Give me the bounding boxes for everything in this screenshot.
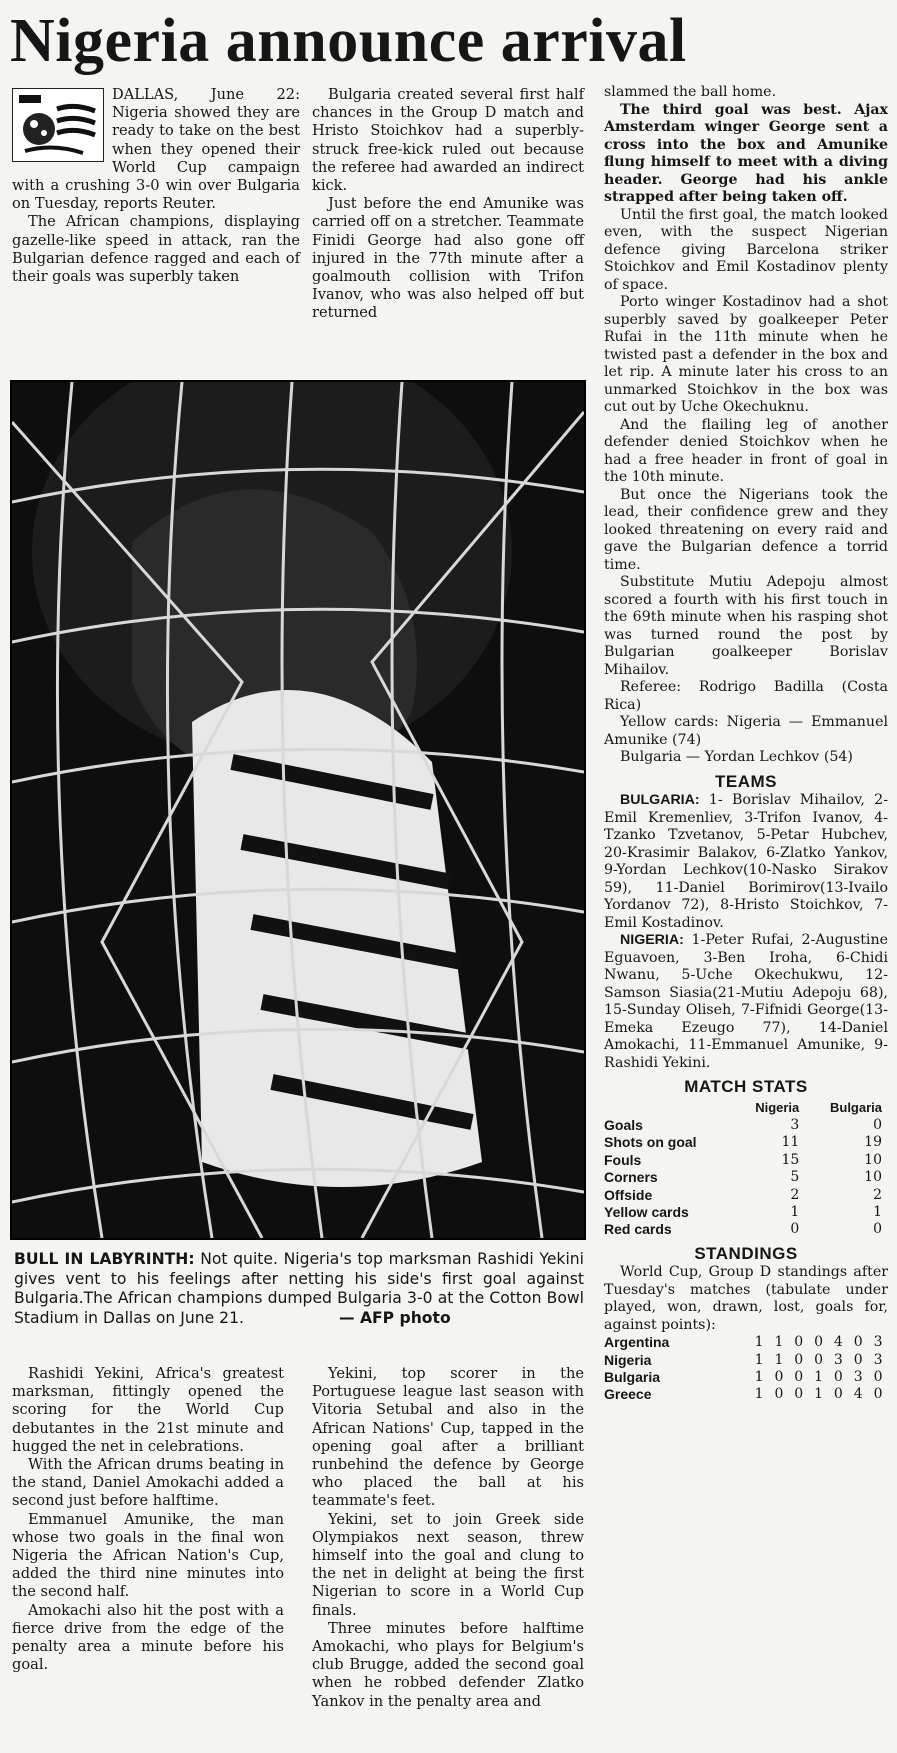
standings-value: 1 [814, 1369, 823, 1386]
standings-team: Argentina [604, 1334, 670, 1351]
standings-value: 1 [754, 1334, 764, 1351]
caption-text: Not quite. Nigeria's top marksman Rashidi Yekini gives vent to his feelings after netting his side's first goal against Bulgaria.The African champions dumped Bulgaria 3-0 at the Cotton Bowl Stadium in Dallas on June 21. [14, 1250, 585, 1327]
stats-row [604, 1204, 888, 1221]
standings-row [604, 1334, 888, 1351]
paragraph: The African champions, displaying gazelle-like speed in attack, ran the Bulgarian defence ragged and each of their goals was superbly taken [12, 213, 300, 286]
standings-value: 0 [853, 1351, 863, 1368]
caption-lead: BULL IN LABYRINTH: [14, 1250, 195, 1268]
stats-col-nigeria: Nigeria [755, 1099, 800, 1115]
stats-label: Red cards [604, 1221, 672, 1238]
headline: Nigeria announce arrival [10, 7, 687, 75]
paragraph: Just before the end Amunike was carried off on a stretcher. Teammate Finidi George had also gone off injured in the 77th minute after a goalmouth collision with Trifon Ivanov, who was also helped off but returned [312, 195, 584, 322]
paragraph: And the flailing leg of another defender denied Stoichkov when he had a free header in front of goal in the 10th minute. [604, 416, 888, 485]
stats-row [604, 1221, 888, 1238]
stats-label: Yellow cards [604, 1203, 689, 1220]
stats-label: Shots on goal [604, 1134, 697, 1151]
standings-team: Greece [604, 1386, 652, 1403]
standings-row [604, 1386, 888, 1403]
article-column-3 [604, 84, 888, 1404]
stats-value-nigeria: 11 [781, 1134, 800, 1151]
paragraph: Three minutes before halftime Amokachi, who plays for Belgium's club Brugge, added the second goal when he robbed defender Zlatko Yankov in the penalty area and [312, 1619, 584, 1710]
standings-value: 0 [833, 1386, 843, 1403]
standings-value: 3 [873, 1334, 883, 1351]
stats-value-nigeria: 5 [790, 1169, 800, 1186]
stats-row [604, 1152, 888, 1169]
standings-value: 0 [814, 1351, 823, 1368]
stats-label: Goals [604, 1116, 643, 1133]
match-stats-heading: MATCH STATS [684, 1077, 808, 1096]
goal-net-photo [10, 380, 586, 1240]
stats-label: Offside [604, 1186, 653, 1203]
stats-value-bulgaria: 2 [873, 1186, 882, 1203]
stats-value-nigeria: 15 [781, 1151, 800, 1168]
paragraph: The third goal was best. Ajax Amsterdam winger George sent a cross into the box and Amunike flung himself to meet with a diving header. George had his ankle strapped after being taken off. [604, 101, 888, 205]
standings-value: 3 [853, 1369, 863, 1386]
standings-value: 0 [833, 1369, 843, 1386]
standings-table [604, 1334, 888, 1404]
standings-value: 1 [814, 1386, 823, 1403]
teams-heading: TEAMS [715, 771, 777, 791]
paragraph: Yellow cards: Nigeria — Emmanuel Amunike (74) [604, 714, 888, 748]
paragraph: With the African drums beating in the stand, Daniel Amokachi added a second just before halftime. [12, 1456, 284, 1510]
stats-value-nigeria: 1 [790, 1203, 800, 1220]
match-stats-table [604, 1098, 888, 1239]
paragraph: Substitute Mutiu Adepoju almost scored a fourth with his first touch in the 69th minute when his rasping shot was turned round the post by Bulgarian goalkeeper Borislav Mihailov. [604, 574, 888, 678]
article-column-1b [12, 1365, 284, 1674]
paragraph: Referee: Rodrigo Badilla (Costa Rica) [604, 679, 888, 713]
stats-value-bulgaria: 10 [864, 1151, 882, 1168]
standings-value: 0 [774, 1386, 784, 1403]
paragraph: But once the Nigerians took the lead, their confidence grew and they looked threatening on every raid and gave the Bulgarian defence a torrid time. [604, 486, 888, 573]
article-column-2b [312, 1365, 584, 1711]
paragraph: Emmanuel Amunike, the man whose two goals in the final won Nigeria the African Nation's Cup, added the third nine minutes into the second half. [12, 1510, 284, 1601]
standings-value: 0 [794, 1334, 804, 1351]
paragraph: Until the first goal, the match looked even, with the suspect Nigerian defence giving Barcelona striker Stoichkov and Emil Kostadinov plenty of space. [604, 206, 888, 293]
standings-team: Nigeria [604, 1351, 652, 1368]
stats-value-bulgaria: 0 [873, 1116, 882, 1133]
stats-row [604, 1134, 888, 1151]
standings-value: 4 [853, 1386, 863, 1403]
stats-value-nigeria: 0 [790, 1221, 800, 1238]
standings-heading: STANDINGS [694, 1243, 798, 1263]
paragraph: slammed the ball home. [604, 84, 777, 100]
paragraph: Bulgaria created several first half chances in the Group D match and Hristo Stoichkov had a superbly-struck free-kick ruled out because the referee had awarded an indirect kick. [312, 86, 584, 195]
standings-value: 3 [873, 1351, 883, 1368]
standings-value: 0 [794, 1351, 804, 1368]
standings-value: 1 [774, 1351, 784, 1368]
standings-team: Bulgaria [604, 1369, 661, 1386]
stats-row [604, 1117, 888, 1134]
standings-value: 1 [754, 1386, 764, 1403]
paragraph: Yekini, top scorer in the Portuguese league last season with Vitoria Setubal and also in the African Nations' Cup, tapped in the opening goal after a brilliant runbehind the defence by George who placed the ball at his teammate's feet. [312, 1365, 584, 1510]
standings-value: 0 [873, 1369, 883, 1386]
standings-value: 0 [794, 1369, 804, 1386]
standings-row [604, 1369, 888, 1386]
standings-value: 0 [873, 1386, 883, 1403]
stats-col-bulgaria: Bulgaria [829, 1099, 882, 1115]
teams-bulgaria: BULGARIA: 1- Borislav Mihailov, 2-Emil Kremenliev, 3-Trifon Ivanov, 4-Tzanko Tzvetanov, 5-Petar Hubchev, 20-Krasimir Balakov, 6-Zlatko Yankov, 9-Yordan Lechkov(10-Nasko Sirakov 59), 11-Daniel Borimirov(13-Ivailo Yordanov 72), 8-Hristo Stoichkov, 7-Emil Kostadinov. [604, 792, 888, 931]
world-cup-94-logo-icon [12, 88, 104, 162]
stats-row [604, 1187, 888, 1204]
paragraph: Amokachi also hit the post with a fierce drive from the edge of the penalty area a minute before his goal. [12, 1601, 284, 1674]
standings-value: 3 [833, 1351, 843, 1368]
stats-value-bulgaria: 1 [873, 1203, 882, 1220]
standings-intro: World Cup, Group D standings after Tuesday's matches (tabulate under played, won, drawn, lost, goals for, against points): [604, 1264, 888, 1333]
standings-row [604, 1352, 888, 1369]
standings-value: 0 [814, 1334, 823, 1351]
teams-nigeria: NIGERIA: 1-Peter Rufai, 2-Augustine Eguavoen, 3-Ben Iroha, 6-Chidi Nwanu, 5-Uche Okechukwu, 12-Samson Siasia(21-Mutiu Adepoju 68), 15-Sunday Oliseh, 7-Fifnidi George(13-Emeka Ezeugo 77), 14-Daniel Amokachi, 11-Emmanuel Amunike, 9-Rashidi Yekini. [604, 932, 888, 1071]
standings-value: 0 [774, 1369, 784, 1386]
standings-value: 0 [853, 1334, 863, 1351]
article-column-1 [12, 86, 300, 286]
photo-credit: — AFP photo [338, 1308, 451, 1327]
paragraph: Porto winger Kostadinov had a shot superbly saved by goalkeeper Peter Rufai in the 11th minute when he twisted past a defender in the box and let rip. A minute later his cross to an unmarked Stoichkov in the box was cut out by Uche Okechuknu. [604, 294, 888, 415]
paragraph: Rashidi Yekini, Africa's greatest marksman, fittingly opened the scoring for the World Cup debutantes in the 21st minute and hugged the net in celebrations. [12, 1365, 284, 1455]
paragraph: Yekini, set to join Greek side Olympiakos next season, threw himself into the goal and clung to the net in delight at being the first Nigerian to score in a World Cup finals. [312, 1510, 584, 1619]
article-column-2 [312, 86, 584, 323]
stats-row [604, 1169, 888, 1186]
standings-value: 1 [754, 1351, 764, 1368]
stats-label: Corners [604, 1169, 658, 1186]
stats-value-nigeria: 3 [790, 1116, 800, 1133]
paragraph: DALLAS, June 22: Nigeria showed they are ready to take on the best when they opened their World Cup campaign with a crushing 3-0 win over Bulgaria on Tuesday, reports Reuter. [12, 86, 300, 213]
standings-value: 1 [774, 1334, 784, 1351]
standings-value: 1 [754, 1369, 764, 1386]
stats-value-bulgaria: 0 [873, 1221, 882, 1238]
stats-value-nigeria: 2 [790, 1186, 800, 1203]
stats-value-bulgaria: 19 [864, 1134, 882, 1151]
paragraph: Bulgaria — Yordan Lechkov (54) [620, 749, 853, 765]
stats-value-bulgaria: 10 [864, 1169, 882, 1186]
photo-caption [14, 1250, 584, 1328]
stats-label: Fouls [604, 1151, 642, 1168]
standings-value: 0 [794, 1386, 804, 1403]
standings-value: 4 [833, 1334, 843, 1351]
